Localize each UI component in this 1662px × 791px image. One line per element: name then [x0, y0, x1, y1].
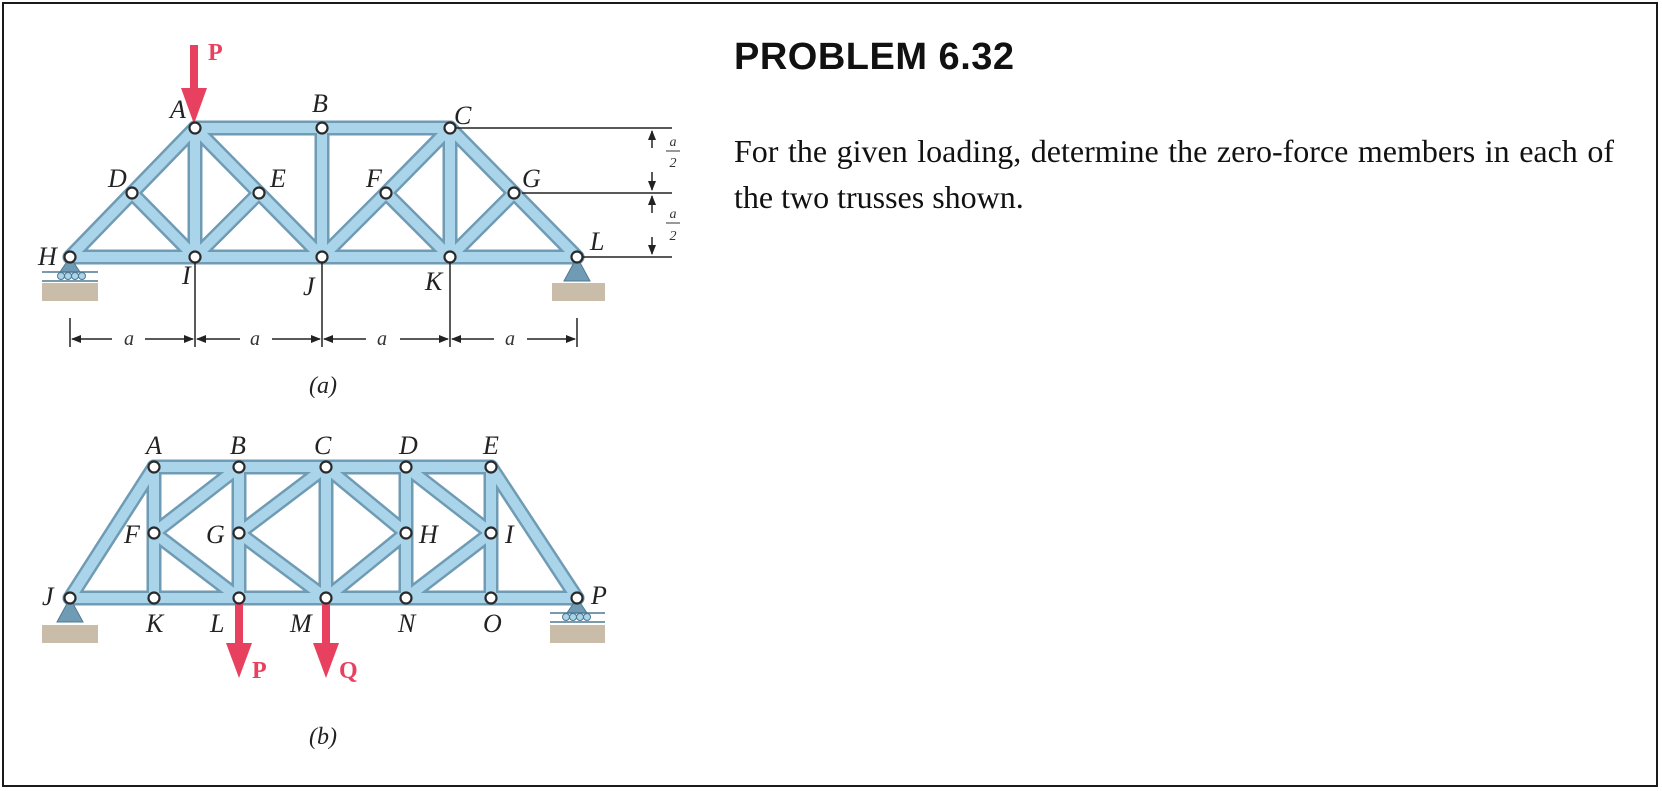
truss-a-joint-d: [127, 188, 138, 199]
truss-a-joint-k: [445, 252, 456, 263]
span-label-3: a: [377, 328, 387, 350]
joint-label-b: B: [312, 89, 328, 118]
truss-b-member-ja: [70, 467, 154, 598]
truss-a-joint-b: [317, 123, 328, 134]
truss-b-member-ch: [326, 467, 406, 533]
joint-label-a: A: [170, 95, 186, 124]
truss-b-joint-j: [65, 593, 76, 604]
truss-a-member-cg: [450, 128, 514, 193]
height-label-2-num: a: [669, 207, 677, 222]
truss-b-member-fb: [154, 467, 239, 533]
dimension-lines-horizontal: [70, 262, 577, 347]
truss-b-joint-o: [486, 593, 497, 604]
truss-b-joint-g: [234, 528, 245, 539]
joint-label-b-i: I: [505, 520, 514, 549]
caption-a: (a): [309, 373, 337, 399]
height-label-1-den: 2: [669, 156, 677, 171]
joint-label-f: F: [366, 164, 382, 193]
truss-a-member-gl: [514, 193, 577, 257]
joint-label-h: H: [38, 242, 57, 271]
truss-a-joint-h: [65, 252, 76, 263]
truss-b-joint-a: [149, 462, 160, 473]
joint-label-b-b: B: [230, 431, 246, 460]
truss-b-joint-d: [401, 462, 412, 473]
truss-b-joint-p: [572, 593, 583, 604]
truss-a: [37, 40, 680, 399]
problem-title: PROBLEM 6.32: [734, 36, 1015, 78]
truss-a-joint-i: [190, 252, 201, 263]
truss-a-joint-l: [572, 252, 583, 263]
truss-a-joint-j: [317, 252, 328, 263]
height-label-2-den: 2: [669, 229, 677, 244]
height-label-2: [666, 207, 680, 244]
truss-a-member-jf: [322, 193, 386, 257]
truss-a-member-fk: [386, 193, 450, 257]
joint-label-b-n: N: [398, 609, 416, 638]
truss-a-joint-g: [509, 188, 520, 199]
truss-b-joint-f: [149, 528, 160, 539]
joint-label-b-m: M: [290, 609, 312, 638]
joint-label-e: E: [270, 164, 286, 193]
truss-a-members: [70, 128, 577, 257]
joint-label-k: K: [425, 267, 443, 296]
caption-b: (b): [309, 724, 337, 750]
truss-a-member-ei: [195, 193, 259, 257]
truss-a-member-ae: [195, 128, 259, 193]
joint-label-b-o: O: [483, 609, 502, 638]
truss-b-member-ep: [491, 467, 577, 598]
truss-b-member-fl: [154, 533, 239, 598]
joint-label-b-p: P: [591, 581, 607, 610]
truss-b-joint-i: [486, 528, 497, 539]
joint-label-j: J: [303, 272, 315, 301]
joint-label-l: L: [590, 227, 605, 256]
joint-label-b-j: J: [42, 582, 54, 611]
truss-b-joint-k: [149, 593, 160, 604]
truss-b-joint-c: [321, 462, 332, 473]
joint-label-b-g: G: [206, 520, 225, 549]
span-label-2: a: [250, 328, 260, 350]
truss-a-joint-a: [190, 123, 201, 134]
truss-a-member-fc: [386, 128, 450, 193]
load-arrow-p-b: [226, 600, 252, 678]
joint-label-b-l: L: [210, 609, 225, 638]
joint-label-g: G: [522, 164, 541, 193]
truss-b-joint-e: [486, 462, 497, 473]
load-arrow-q: [313, 600, 339, 678]
truss-a-member-hd: [70, 193, 132, 257]
joint-label-b-d: D: [399, 431, 418, 460]
truss-a-member-ej: [259, 193, 322, 257]
truss-b-member-gc: [239, 467, 326, 533]
load-label-q: Q: [339, 658, 358, 684]
truss-b-joint-l: [234, 593, 245, 604]
joint-label-b-k: K: [146, 609, 164, 638]
truss-b-member-hm: [326, 533, 406, 598]
truss-b-joint-b: [234, 462, 245, 473]
truss-a-joint-f: [381, 188, 392, 199]
joint-label-b-h: H: [419, 520, 438, 549]
truss-a-member-kg: [450, 193, 514, 257]
problem-statement: For the given loading, determine the zero-force members in each of the two trusses shown.: [734, 133, 1614, 215]
load-label-p-b: P: [252, 658, 267, 684]
truss-a-member-da: [132, 128, 195, 193]
span-label-1: a: [124, 328, 134, 350]
truss-a-member-di: [132, 193, 195, 257]
joint-label-c: C: [454, 101, 472, 130]
height-label-1-num: a: [669, 135, 677, 150]
joint-label-d: D: [108, 164, 127, 193]
joint-label-b-f: F: [124, 520, 140, 549]
truss-b-joint-n: [401, 593, 412, 604]
joint-label-b-e: E: [483, 431, 499, 460]
truss-b-member-gm: [239, 533, 326, 598]
truss-a-joint-e: [254, 188, 265, 199]
span-label-4: a: [505, 328, 515, 350]
joint-label-i: I: [182, 261, 191, 290]
joint-label-b-a: A: [146, 431, 162, 460]
joint-label-b-c: C: [314, 431, 332, 460]
truss-b-joint-h: [401, 528, 412, 539]
truss-b-members: [70, 467, 577, 598]
height-label-1: [666, 135, 680, 171]
truss-b-joint-m: [321, 593, 332, 604]
load-label-p-a: P: [208, 40, 223, 66]
truss-b: [42, 431, 607, 750]
